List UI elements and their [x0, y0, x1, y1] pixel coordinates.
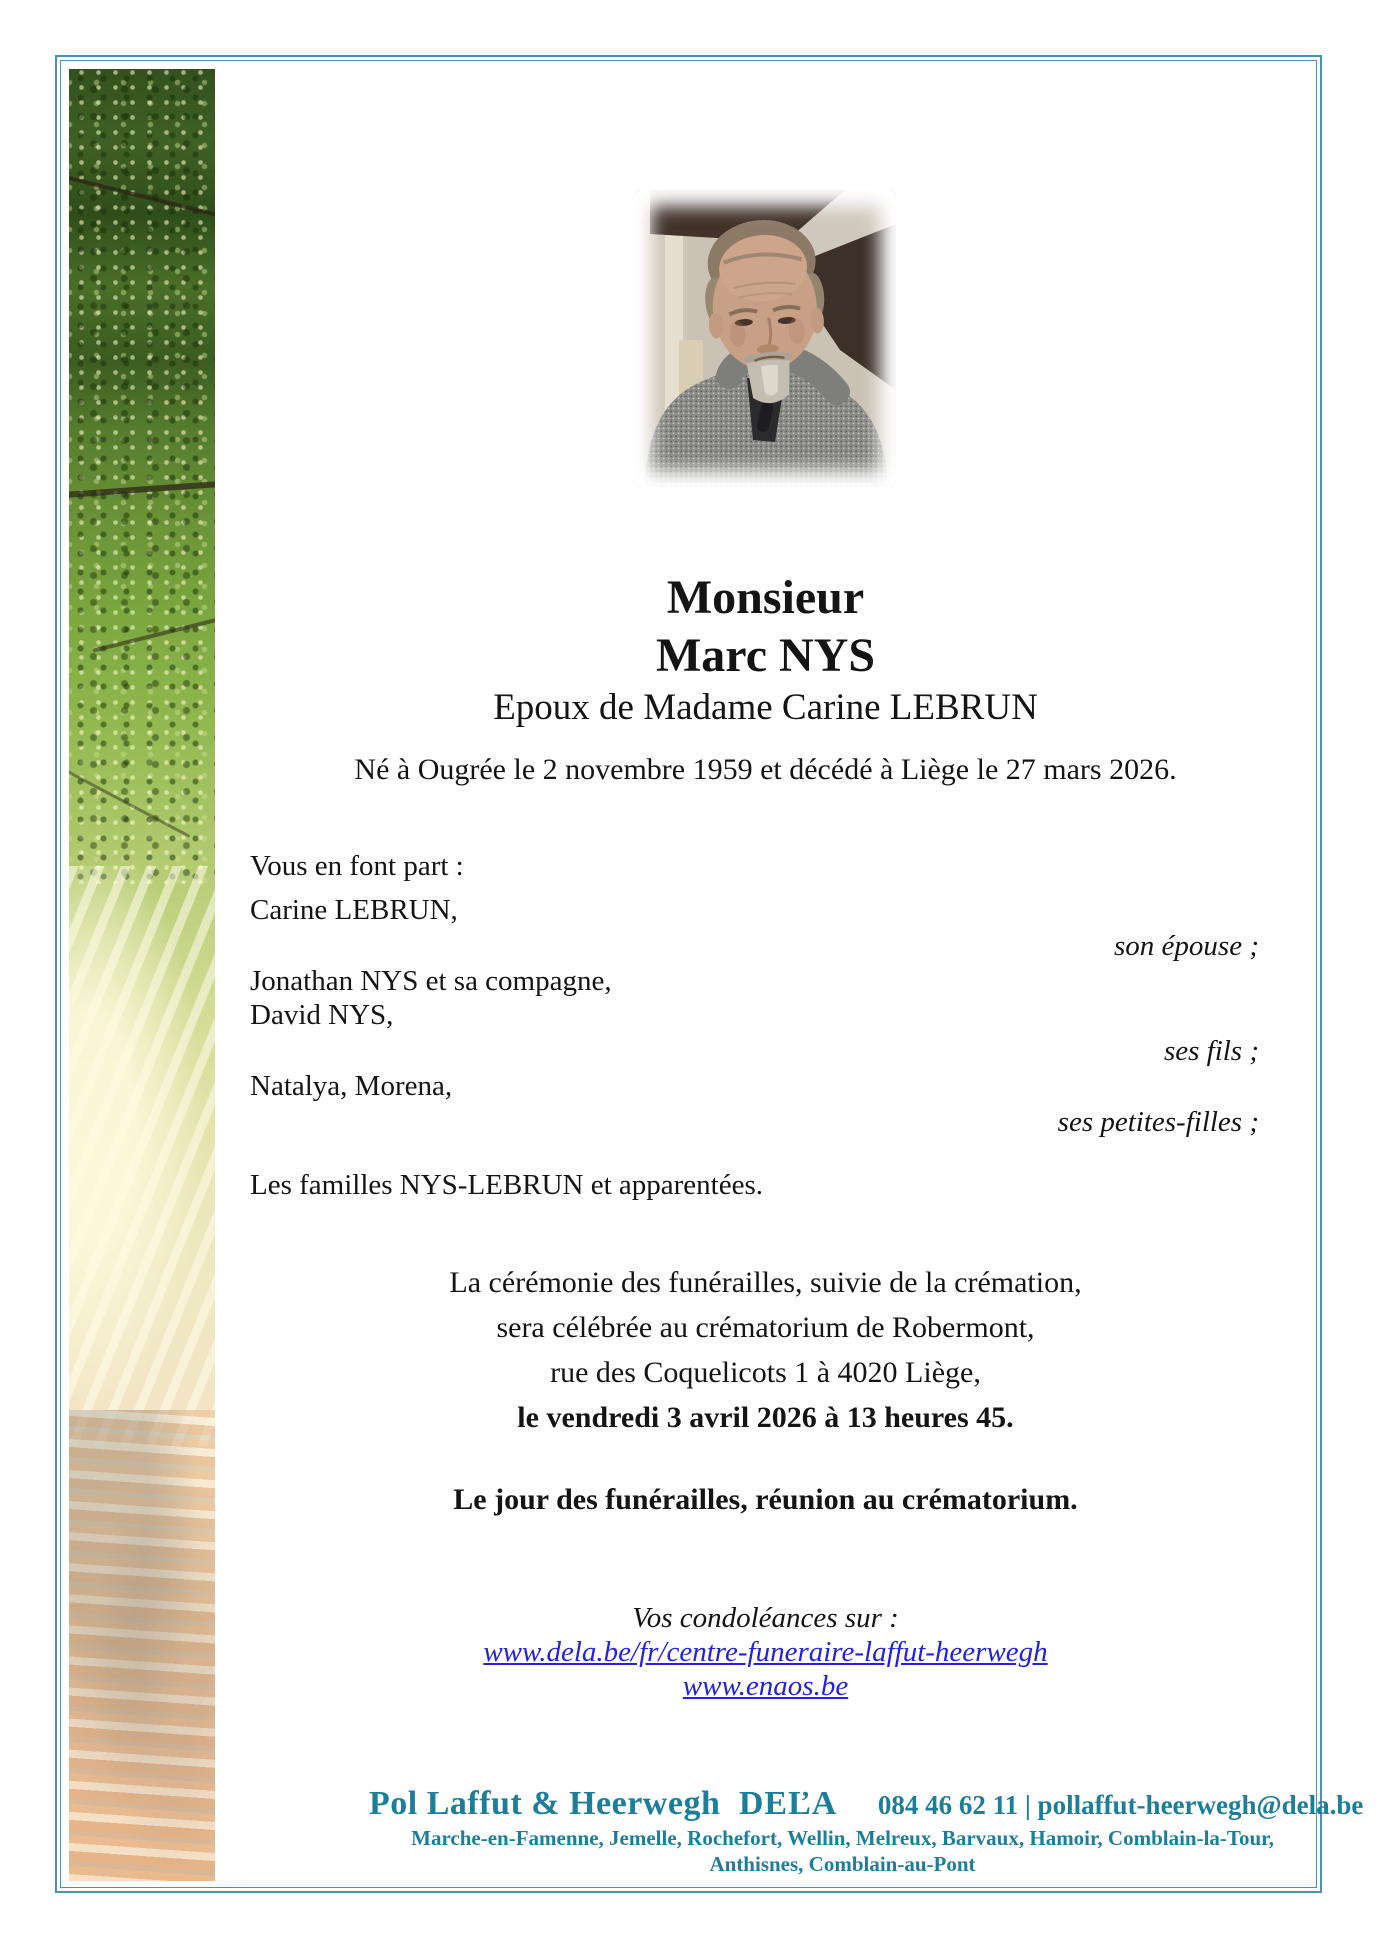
family-relation-label: ses fils ;	[1163, 1035, 1259, 1067]
forest-path-decoration	[69, 69, 215, 1881]
family-member: Natalya, Morena,	[250, 1070, 453, 1102]
ceremony-datetime: le vendredi 3 avril 2026 à 13 heures 45.	[517, 1401, 1014, 1434]
condolences-link-enaos[interactable]: www.enaos.be	[682, 1670, 849, 1702]
ceremony-line: La cérémonie des funérailles, suivie de la crémation,	[449, 1266, 1082, 1299]
ceremony-line: sera célébrée au crématorium de Robermont,	[496, 1311, 1035, 1344]
family-member: David NYS,	[250, 999, 394, 1031]
footer-cities: Marche-en-Famenne, Jemelle, Rochefort, Wellin, Melreux, Barvaux, Hamoir, Comblain-la-Tour, Anthisnes, Comblain-au-Pont	[411, 1826, 1274, 1876]
family-relation-label: son épouse ;	[1114, 930, 1259, 962]
extended-families-line: Les familles NYS-LEBRUN et apparentées.	[250, 1169, 763, 1201]
family-relation-label: ses petites-filles ;	[1057, 1106, 1259, 1138]
sun-rays	[69, 866, 215, 1446]
birth-death-line: Né à Ougrée le 2 novembre 1959 et décédé à Liège le 27 mars 2026.	[354, 753, 1177, 786]
family-member: Jonathan NYS et sa compagne,	[250, 965, 612, 997]
salutation-title: Monsieur	[666, 571, 865, 624]
funeral-home-footer	[369, 1784, 1364, 1877]
sandy-path	[69, 1410, 215, 1881]
condolences-label: Vos condoléances sur :	[632, 1602, 899, 1634]
condolences-section	[215, 1601, 1316, 1703]
spouse-line: Epoux de Madame Carine LEBRUN	[493, 687, 1038, 728]
family-announcement-section	[215, 849, 1316, 1139]
funeral-home-name: Pol Laffut & Heerwegh	[369, 1785, 721, 1822]
meeting-instruction: Le jour des funérailles, réunion au crématorium.	[453, 1483, 1078, 1516]
family-member: Carine LEBRUN,	[250, 894, 458, 926]
page-border-frame	[55, 55, 1364, 1893]
deceased-name: Marc NYS	[655, 629, 876, 682]
dela-logo: DEĽA	[738, 1785, 838, 1822]
foliage-texture	[69, 69, 215, 884]
ceremony-line: rue des Coquelicots 1 à 4020 Liège,	[550, 1356, 981, 1389]
footer-contact: 084 46 62 11 | pollaffut-heerwegh@dela.be	[877, 1790, 1364, 1820]
portrait-photo	[635, 190, 896, 487]
condolences-link-dela[interactable]: www.dela.be/fr/centre-funeraire-laffut-heerwegh	[483, 1636, 1048, 1668]
ceremony-details	[215, 1260, 1316, 1440]
announcement-intro: Vous en font part :	[250, 850, 464, 882]
